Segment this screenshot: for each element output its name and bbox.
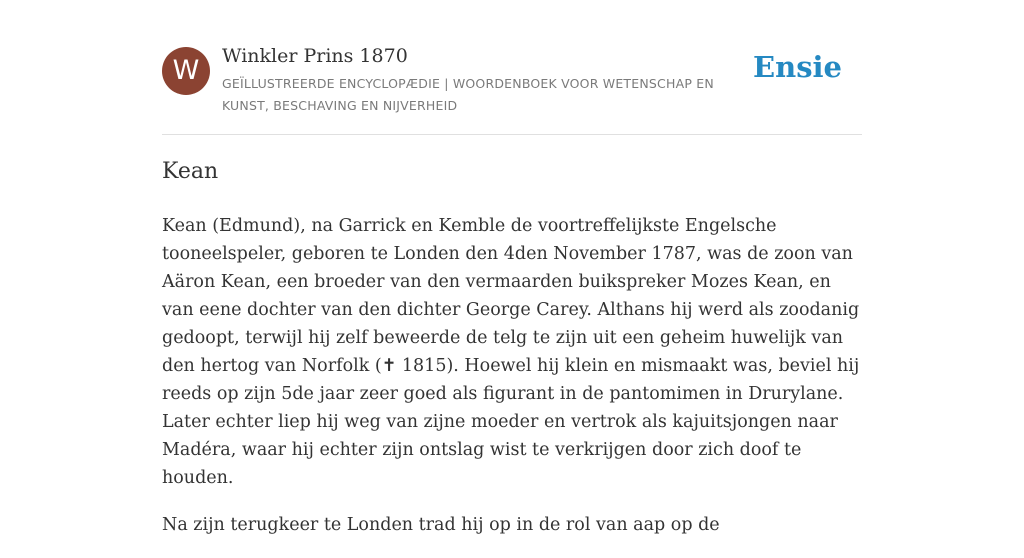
- source-header: [162, 0, 862, 135]
- ensie-logo-link[interactable]: Ensie: [753, 50, 842, 84]
- article-body: [162, 212, 862, 558]
- article-paragraph: Kean (Edmund), na Garrick en Kemble de voortreffelijkste Engelsche tooneelspeler, geboren te Londen den 4den November 1787, was de zoon van Aäron Kean, een broeder van den vermaarden buikspreker Mozes Kean, en van eene dochter van den dichter George Carey. Althans hij werd als zoodanig gedoopt, terwijl hij zelf beweerde de telg te zijn uit een geheim huwelijk van den hertog van Norfolk (✝ 1815). Hoewel hij klein en mismaakt was, beviel hij reeds op zijn 5de jaar zeer goed als figurant in de pantomimen in Drurylane. Later echter liep hij weg van zijne moeder en vertrok als kajuitsjongen naar Madéra, waar hij echter zijn ontslag wist te verkrijgen door zich doof te houden.: [162, 216, 860, 488]
- source-subtitle: GEÏLLUSTREERDE ENCYCLOPÆDIE | WOORDENBOEK VOOR WETENSCHAP EN KUNST, BESCHAVING EN NIJVERHEID: [222, 76, 714, 113]
- page-container: [162, 0, 862, 535]
- source-avatar[interactable]: W: [162, 47, 210, 95]
- article-paragraph: Na zijn terugkeer te Londen trad hij op in de rol van aap op de: [162, 515, 720, 535]
- source-title[interactable]: Winkler Prins 1870: [222, 45, 408, 67]
- article-title: Kean: [162, 159, 219, 184]
